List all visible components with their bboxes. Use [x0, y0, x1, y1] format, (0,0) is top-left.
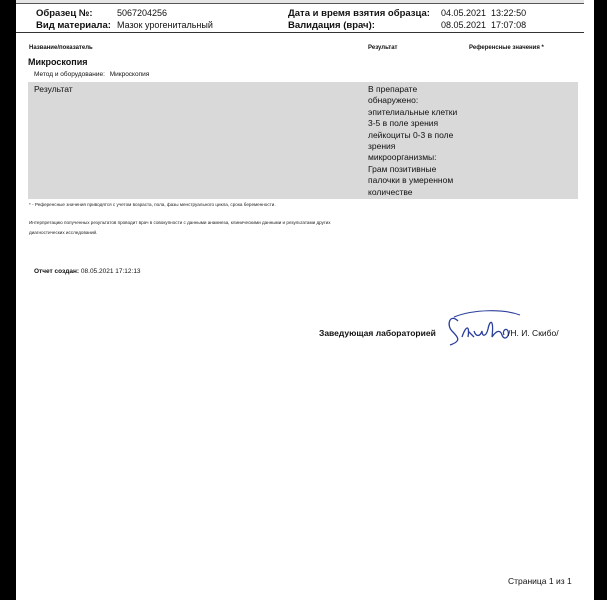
result-label: Результат: [34, 84, 73, 94]
material-value: Мазок урогенитальный: [117, 20, 213, 30]
validation-label: Валидация (врач):: [288, 20, 375, 31]
sample-label: Образец №:: [36, 8, 93, 19]
method-value: Микроскопия: [109, 71, 150, 78]
date-label: Дата и время взятия образца:: [288, 8, 430, 19]
validation-value: 08.05.2021 17:07:08: [441, 20, 527, 30]
material-label: Вид материала:: [36, 20, 111, 31]
result-row-background: [28, 82, 578, 199]
head-of-lab-label: Заведующая лабораторией: [319, 328, 436, 338]
interpretation-note-line2: диагностических исследований.: [29, 230, 98, 235]
created-label: Отчет создан:: [34, 268, 80, 275]
report-page: [16, 0, 594, 600]
method-row: [34, 71, 149, 78]
section-title: Микроскопия: [28, 57, 88, 67]
head-of-lab-name: /Н. И. Скибо/: [508, 328, 559, 338]
date-value: 04.05.2021 13:22:50: [441, 8, 527, 18]
column-header-name: Название/показатель: [29, 45, 93, 51]
result-value: В препарате обнаружено: эпителиальные клетки 3-5 в поле зрения лейкоциты 0-3 в поле зрения микроорганизмы: Грам позитивные палочки в умеренном количестве: [368, 84, 458, 197]
created-value: 08.05.2021 17:12:13: [80, 268, 141, 275]
header-divider: [16, 32, 584, 33]
page-number: Страница 1 из 1: [508, 576, 572, 586]
sample-value: 5067204256: [117, 8, 168, 18]
interpretation-note-line1: Интерпретацию полученных результатов проводит врач в совокупности с данными анамнеза, клиническими данными и результатами других: [29, 220, 331, 225]
report-created: [34, 268, 141, 275]
reference-note: * - Референсные значения приводятся с учетом возраста, пола, фазы менструального цикла, срока беременности.: [29, 202, 276, 207]
handwritten-signature: [444, 307, 522, 347]
column-header-result: Результат: [368, 45, 398, 51]
method-label: Метод и оборудование:: [34, 71, 105, 78]
column-header-reference: Референсные значения *: [469, 45, 544, 51]
header-top-bar: [16, 0, 584, 4]
